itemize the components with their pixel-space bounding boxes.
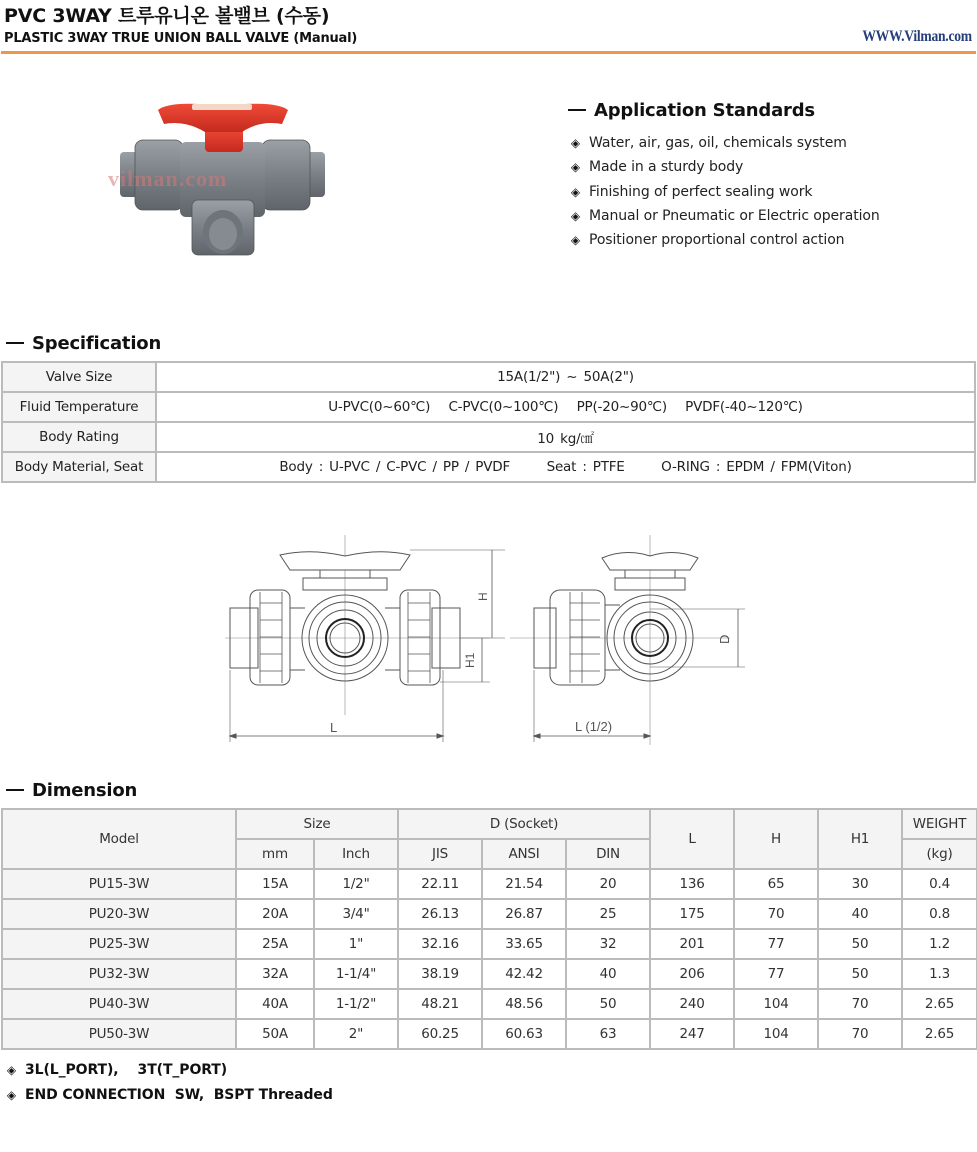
cell-inch: 1-1/2" [314,989,398,1019]
header-din: DIN [566,839,650,869]
page-title-english: PLASTIC 3WAY TRUE UNION BALL VALVE (Manual) [4,31,358,46]
cell-jis: 32.16 [398,929,482,959]
cell-l: 206 [650,959,734,989]
cell-h: 104 [734,989,818,1019]
specification-title [6,333,161,354]
application-title [568,100,968,121]
cell-l: 247 [650,1019,734,1049]
spec-value: U-PVC(0~60℃) C-PVC(0~100℃) PP(-20~90℃) PVDF(-40~120℃) [156,392,975,422]
cell-h1: 30 [818,869,902,899]
cell-ansi: 60.63 [482,1019,566,1049]
cell-h1: 70 [818,1019,902,1049]
page-header [0,0,977,54]
table-row [2,899,977,929]
side-view [510,535,745,745]
cell-inch: 3/4" [314,899,398,929]
page-title-korean: PVC 3WAY 트루유니온 볼밸브 (수동) [4,5,330,27]
technical-drawing [220,530,780,750]
table-row [2,989,977,1019]
dim-label-l: L [330,720,338,735]
diamond-bullet-icon: ◈ [570,184,581,199]
cell-h1: 50 [818,929,902,959]
cell-ansi: 26.87 [482,899,566,929]
cell-din: 32 [566,929,650,959]
cell-weight: 2.65 [902,1019,977,1049]
note-item [4,1058,333,1083]
cell-mm: 40A [236,989,314,1019]
cell-mm: 25A [236,929,314,959]
cell-model: PU20-3W [2,899,236,929]
cell-h1: 40 [818,899,902,929]
spec-value: 10 kg/㎠ [156,422,975,452]
dim-label-h: H [476,592,490,601]
cell-din: 63 [566,1019,650,1049]
cell-inch: 1-1/4" [314,959,398,989]
notes [4,1058,333,1108]
header-weight: WEIGHT [902,809,977,839]
spec-value: Body : U-PVC / C-PVC / PP / PVDF Seat : PTFE O-RING : EPDM / FPM(Viton) [156,452,975,482]
cell-weight: 1.3 [902,959,977,989]
list-item-text: Manual or Pneumatic or Electric operation [589,207,880,224]
dimension-drawing [220,530,780,750]
specification-table [1,361,976,483]
header-kg: (kg) [902,839,977,869]
cell-jis: 48.21 [398,989,482,1019]
cell-model: PU25-3W [2,929,236,959]
cell-weight: 0.8 [902,899,977,929]
cell-inch: 1" [314,929,398,959]
diamond-bullet-icon: ◈ [6,1063,17,1077]
cell-ansi: 21.54 [482,869,566,899]
header-model: Model [2,809,236,869]
header-d-socket: D (Socket) [398,809,650,839]
note-item [4,1083,333,1108]
table-row [2,959,977,989]
header-mm: mm [236,839,314,869]
dim-label-d: D [717,634,732,644]
list-item [568,180,968,204]
dash-icon [6,789,24,791]
site-url-link[interactable]: WWW.Vilman.com [862,28,972,45]
table-row [2,392,975,422]
cell-din: 40 [566,959,650,989]
application-standards [568,100,968,252]
dash-icon [568,109,586,111]
cell-ansi: 48.56 [482,989,566,1019]
cell-weight: 2.65 [902,989,977,1019]
dimension-title [6,780,137,801]
cell-model: PU50-3W [2,1019,236,1049]
front-view [225,535,505,742]
cell-din: 25 [566,899,650,929]
cell-weight: 0.4 [902,869,977,899]
cell-jis: 60.25 [398,1019,482,1049]
spec-value: 15A(1/2") ~ 50A(2") [156,362,975,392]
note-text: END CONNECTION SW, BSPT Threaded [25,1087,333,1103]
list-item-text: Finishing of perfect sealing work [589,183,813,200]
dimension-table [1,808,977,1050]
header-ansi: ANSI [482,839,566,869]
header-divider [1,51,976,54]
header-size: Size [236,809,398,839]
cell-din: 20 [566,869,650,899]
cell-jis: 38.19 [398,959,482,989]
cell-model: PU15-3W [2,869,236,899]
header-h: H [734,809,818,869]
cell-l: 136 [650,869,734,899]
cell-din: 50 [566,989,650,1019]
list-item [568,131,968,155]
list-item-text: Positioner proportional control action [589,232,845,249]
cell-h: 77 [734,959,818,989]
cell-jis: 26.13 [398,899,482,929]
cell-weight: 1.2 [902,929,977,959]
header-jis: JIS [398,839,482,869]
diamond-bullet-icon: ◈ [570,233,581,248]
list-item [568,155,968,179]
spec-label: Body Rating [2,422,156,452]
table-row [2,452,975,482]
header-inch: Inch [314,839,398,869]
dimension-table-body [2,869,977,1049]
cell-ansi: 33.65 [482,929,566,959]
cell-h1: 50 [818,959,902,989]
header-h1: H1 [818,809,902,869]
table-row [2,422,975,452]
cell-mm: 32A [236,959,314,989]
diamond-bullet-icon: ◈ [6,1088,17,1102]
cell-h: 77 [734,929,818,959]
cell-jis: 22.11 [398,869,482,899]
table-row [2,1019,977,1049]
list-item [568,204,968,228]
spec-label: Body Material, Seat [2,452,156,482]
diamond-bullet-icon: ◈ [570,208,581,223]
cell-l: 175 [650,899,734,929]
cell-inch: 1/2" [314,869,398,899]
cell-h: 65 [734,869,818,899]
list-item [568,228,968,252]
application-title-text: Application Standards [594,100,815,121]
cell-mm: 15A [236,869,314,899]
dimension-title-text: Dimension [32,780,138,801]
list-item-text: Water, air, gas, oil, chemicals system [589,135,847,151]
diamond-bullet-icon: ◈ [570,136,581,150]
table-row [2,869,977,899]
note-text: 3L(L_PORT), 3T(T_PORT) [25,1062,228,1078]
cell-h: 104 [734,1019,818,1049]
spec-label: Fluid Temperature [2,392,156,422]
header-l: L [650,809,734,869]
cell-l: 240 [650,989,734,1019]
cell-mm: 50A [236,1019,314,1049]
dim-label-l-half: L (1/2) [575,719,613,734]
cell-model: PU40-3W [2,989,236,1019]
dim-label-h1: H1 [463,652,477,668]
watermark-logo: vilman.com [108,166,228,191]
specification-title-text: Specification [32,333,162,354]
dash-icon [6,342,24,344]
cell-inch: 2" [314,1019,398,1049]
cell-h: 70 [734,899,818,929]
cell-model: PU32-3W [2,959,236,989]
table-row [2,929,977,959]
table-row [2,362,975,392]
list-item-text: Made in a sturdy body [589,159,744,176]
cell-l: 201 [650,929,734,959]
diamond-bullet-icon: ◈ [570,160,581,175]
application-list [568,131,968,252]
table-header-row [2,809,977,839]
cell-h1: 70 [818,989,902,1019]
spec-label: Valve Size [2,362,156,392]
cell-ansi: 42.42 [482,959,566,989]
cell-mm: 20A [236,899,314,929]
